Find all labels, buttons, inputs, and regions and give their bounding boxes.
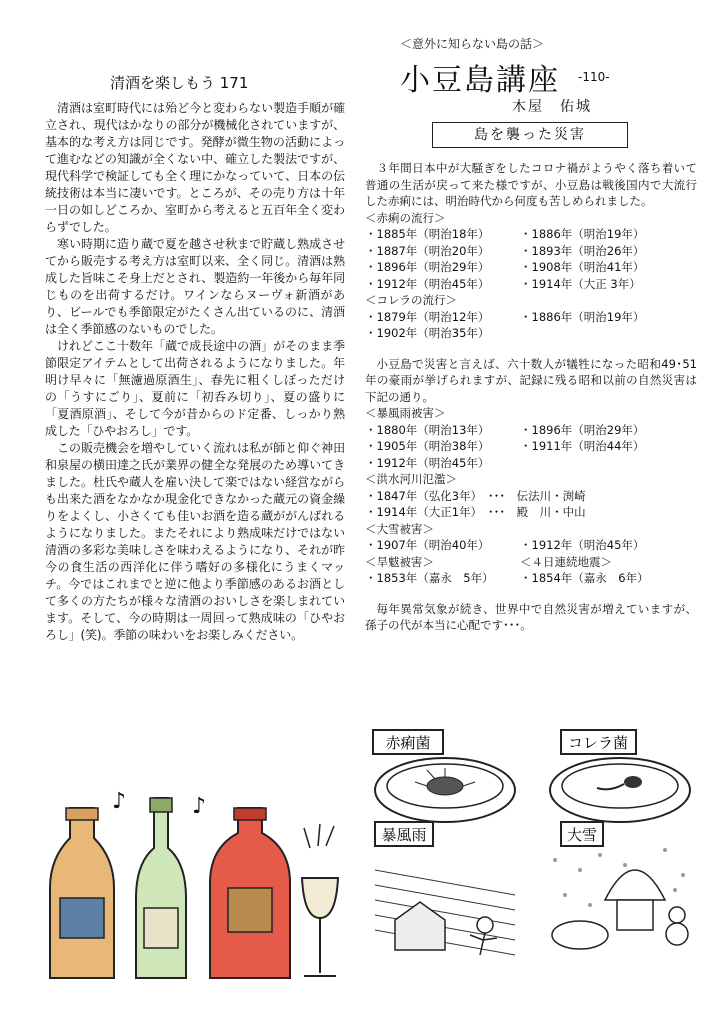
list-item: ・1896年（明治29年） <box>520 422 645 437</box>
list-item: ・1912年（明治45年） <box>365 276 490 291</box>
illustration-label: 暴風雨 <box>381 826 427 844</box>
list-item: ・1880年（明治13年） <box>365 422 490 437</box>
author-name: 木屋 佑城 <box>512 99 592 115</box>
list-item: ・1853年（嘉永 5年） <box>365 571 494 585</box>
svg-text:♪: ♪ <box>112 789 127 814</box>
cholera-heading: ＜コレラの流行＞ <box>365 293 457 307</box>
list-row <box>365 438 697 455</box>
list-row <box>365 276 697 293</box>
list-item: ・1896年（明治29年） <box>365 260 490 274</box>
list-row <box>365 325 697 342</box>
list-item: ・1914年（大正 3年） <box>520 276 641 291</box>
list-item: ・1907年（明治40年） <box>365 538 490 552</box>
sake-paragraph: 清酒は室町時代には殆ど今と変わらない製造手順が確立され、現代はかなりの部分が機械化されていますが、基本的な考え方は同じです。発酵が微生物の活動によって進むなどの知識が全くない中、確立した製法ですが、現代科学で検証しても全く理にかなっていて、日本の伝統技術は本当に凄いです。ところが、その売り方は十年一日の如しどころか、室町から考えると五百年全く変わらずでした。 <box>45 101 345 234</box>
list-item: ・1893年（明治26年） <box>520 243 645 258</box>
list-row <box>365 309 697 326</box>
flood-heading: ＜洪水河川氾濫＞ <box>365 472 457 486</box>
list-item: ・1854年（嘉永 6年） <box>520 571 649 585</box>
topic-heading: 島を襲った災害 <box>432 122 628 148</box>
closing-paragraph: 毎年異常気象が続き、世界中で自然災害が増えていますが、孫子の代が本当に心配です･･･。 <box>365 601 697 632</box>
list-row <box>365 570 697 587</box>
storm-heading: ＜暴風雨被害＞ <box>365 406 446 420</box>
list-item: ・1911年（明治44年） <box>520 439 645 453</box>
drought-heading: ＜旱魃被害＞ <box>365 554 434 569</box>
disaster-illustration <box>365 720 697 982</box>
list-item: ・1885年（明治18年） <box>365 227 490 241</box>
list-item: ・1905年（明治38年） <box>365 439 490 453</box>
list-item: ・1879年（明治12年） <box>365 309 490 324</box>
disaster-intro-paragraph: 小豆島で災害と言えば、六十数人が犠牲になった昭和49･51年の豪雨が挙げられますが、記録に残る昭和以前の自然災害は下記の通り。 <box>365 356 697 404</box>
illustration-label: 大雪 <box>566 826 598 844</box>
list-item: ・1887年（明治20年） <box>365 243 490 258</box>
sake-article-body <box>45 100 345 644</box>
list-item: ・1886年（明治19年） <box>520 309 645 324</box>
sake-paragraph: 寒い時期に造り蔵で夏を越させ秋まで貯蔵し熟成させてから販売する考え方は室町以来、全く同じ。清酒は熟成した旨味こそ身上だとされ、製造約一年後から毎年同じものを出荷するだけ。ワインならヌーヴォ新酒があり、ビールでも季節限定がたくさん出ているのに、清酒は全く季節感のないものでした。 <box>45 237 345 336</box>
sake-bottles-illustration <box>42 768 342 993</box>
illustration-label: 赤痢菌 <box>385 734 431 752</box>
sake-paragraph: けれどここ十数年「蔵で成長途中の酒」がそのまま季節限定アイテムとして出荷されるようになりました。年明け早々に「無濾過原酒生」、春先に粗くしぼっただけの「うすにごり」、夏前に「初呑み切り」、夏の盛りに「夏酒原酒」、そして今が昔からのド定番、しっかり熟成した「ひやおろし」です。 <box>45 339 345 438</box>
disaster-article-body <box>365 160 697 634</box>
intro-paragraph: ３年間日本中が大騒ぎをしたコロナ禍がようやく落ち着いて普通の生活が戻って来た様ですが、小豆島は戦後国内で大流行した赤痢には、明治時代から何度も苦しめられました。 <box>365 161 697 208</box>
list-item: ・1908年（明治41年） <box>520 260 645 274</box>
list-item: ・1902年（明治35年） <box>365 326 490 340</box>
list-item: ・1914年（大正1年） ･･･ 殿 川・中山 <box>365 505 586 519</box>
page-title: 小豆島講座 <box>400 63 560 98</box>
list-row <box>365 537 697 554</box>
svg-text:♪: ♪ <box>192 794 207 819</box>
list-item: ・1847年（弘化3年） ･･･ 伝法川・渕崎 <box>365 488 586 503</box>
snow-heading: ＜大雪被害＞ <box>365 521 434 536</box>
list-row <box>365 259 697 276</box>
left-column-title: 清酒を楽しもう 171 <box>110 74 249 92</box>
list-row <box>365 422 697 439</box>
list-row <box>365 455 697 472</box>
list-row <box>365 226 697 243</box>
list-item: ・1912年（明治45年） <box>520 538 645 552</box>
list-row <box>365 554 697 571</box>
list-row <box>365 243 697 260</box>
series-kicker: ＜意外に知らない島の話＞ <box>400 37 545 51</box>
sekiri-heading: ＜赤痢の流行＞ <box>365 210 446 225</box>
illustration-label: コレラ菌 <box>567 734 629 752</box>
series-number: -110- <box>578 70 610 84</box>
sake-paragraph: この販売機会を増やしていく流れは私が師と仰ぐ神田和泉屋の横田達之氏が業界の健全な発展のため導いてきました。杜氏や蔵人を雇い決して楽ではない経営ながらも出来た酒をなかなか現金化できなかった蔵元の資金繰りをよくし、小さくても佳いお酒を造る蔵ががんばれるようになりました。またそれにより熟成味だけではない清酒の多彩な美味しさを味わえるようになり、それが昨今の食生活の西洋化に伴う嗜好の多様化にうまくマッチ。今ではこれまでと逆に他より季節感のあるお酒として多くの方たちが様々な清酒のおいしさを楽しまれています。そして、今の時期は一周回って熟成味の「ひやおろし」(笑)。季節の味わいをお楽しみください。 <box>45 441 345 642</box>
list-item: ・1886年（明治19年） <box>520 227 645 241</box>
list-item: ・1912年（明治45年） <box>365 455 490 470</box>
earthquake-heading: ＜４日連続地震＞ <box>520 554 612 569</box>
